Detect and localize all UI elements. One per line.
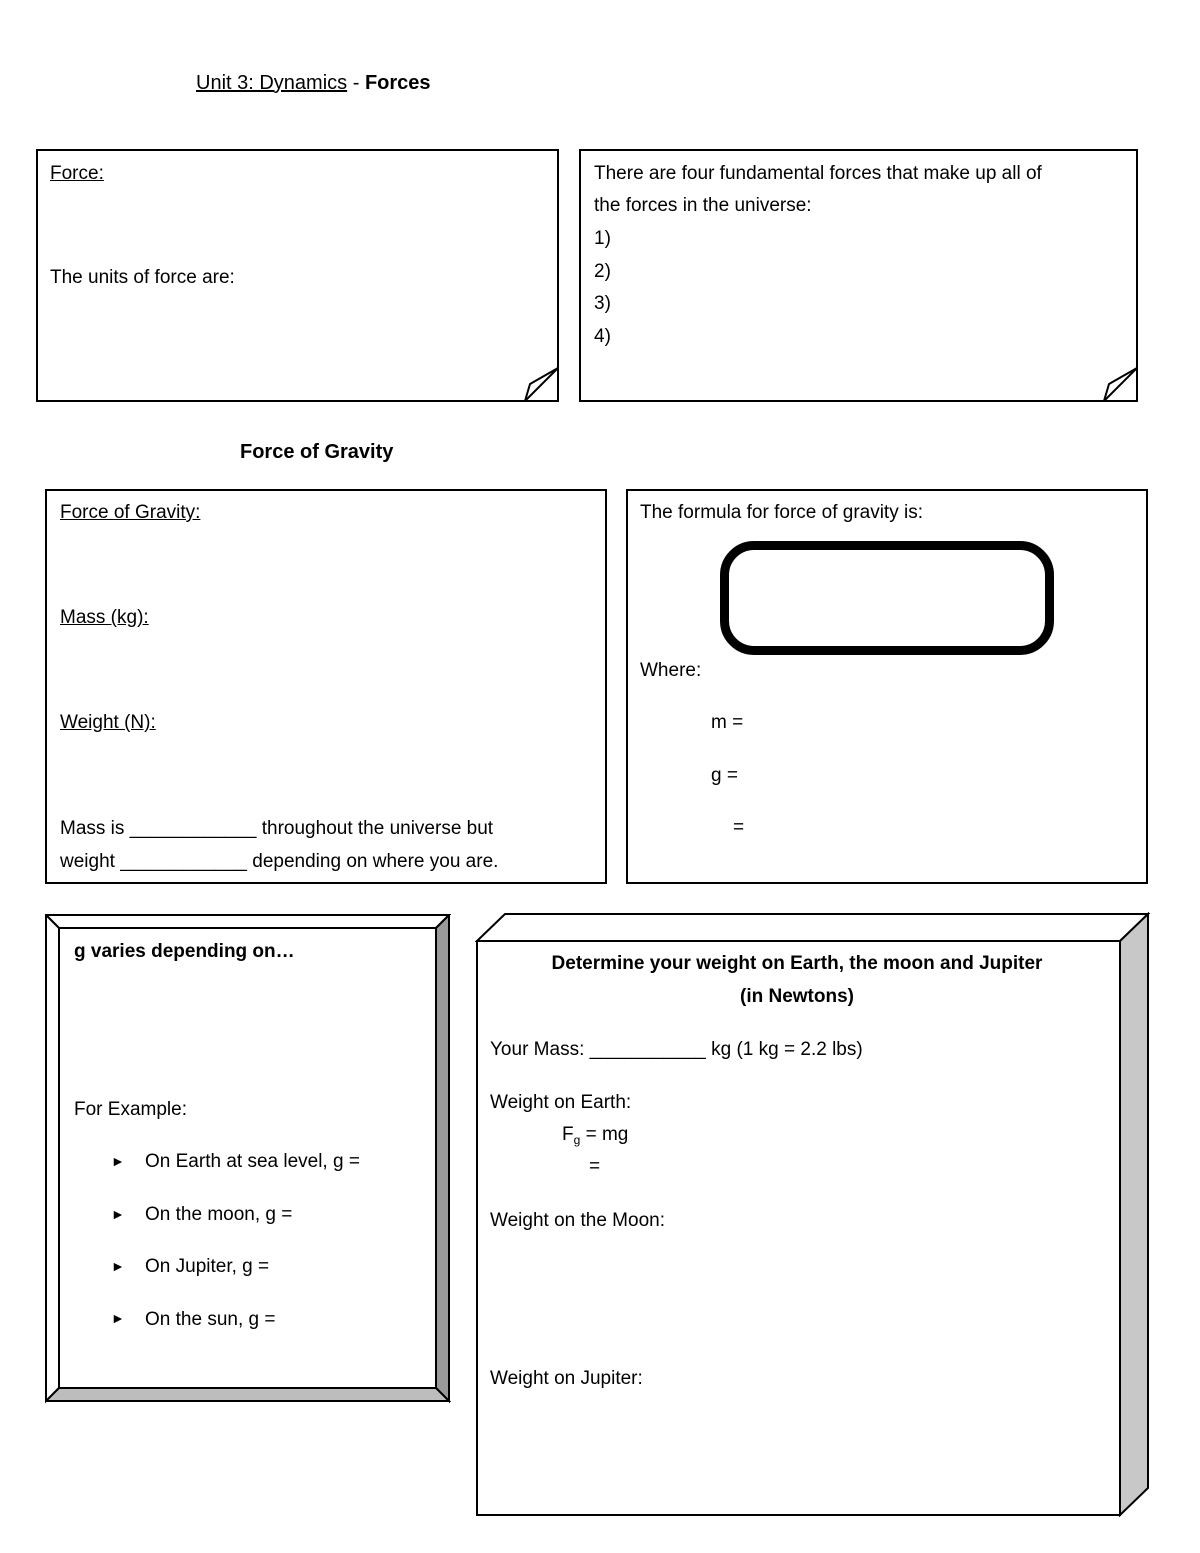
blank-definition: = [733,817,745,838]
fundamental-item-2: 2) [594,261,611,282]
weight-label: Weight (N): [60,712,156,733]
jupiter-weight-label: Weight on Jupiter: [490,1368,643,1389]
g-varies-heading: g varies depending on… [74,941,295,962]
formula-answer-frame [720,541,1054,655]
formula-subscript: g [573,1133,581,1147]
bullet-icon: ► [111,1153,125,1169]
mass-label: Mass (kg): [60,607,149,628]
unit-label: Unit 3: Dynamics [196,72,348,94]
page-curl-icon [524,366,560,403]
earth-weight-label: Weight on Earth: [490,1092,632,1113]
bullet-icon: ► [111,1206,125,1222]
force-heading: Force: [50,163,104,184]
bullet-icon: ► [111,1310,125,1326]
weight-heading-line2: (in Newtons) [740,986,854,1007]
fundamental-intro-line2: the forces in the universe: [594,195,812,216]
fundamental-intro-line1: There are four fundamental forces that make up all of [594,163,1042,184]
page-curl-icon [1103,366,1139,403]
weight-formula [562,1123,628,1147]
gravity-section-title: Force of Gravity [240,441,394,463]
example-label: For Example: [74,1099,187,1120]
fundamental-item-1: 1) [594,228,611,249]
g-definition: g = [711,765,738,786]
fundamental-item-3: 3) [594,293,611,314]
where-label: Where: [640,660,702,681]
example-jupiter: On Jupiter, g = [145,1256,270,1277]
formula-rest: = mg [580,1124,629,1145]
summary-line-2: weight ____________ depending on where you are. [60,851,499,872]
example-sun: On the sun, g = [145,1309,276,1330]
example-moon: On the moon, g = [145,1204,293,1225]
formula-prompt: The formula for force of gravity is: [640,502,923,523]
your-mass-line: Your Mass: ___________ kg (1 kg = 2.2 lbs) [490,1039,863,1060]
moon-weight-label: Weight on the Moon: [490,1210,665,1231]
m-definition: m = [711,712,744,733]
title-separator: - [347,72,365,94]
summary-line-1: Mass is ____________ throughout the universe but [60,818,494,839]
force-units-prompt: The units of force are: [50,267,235,288]
example-earth: On Earth at sea level, g = [145,1151,360,1172]
weight-heading-line1: Determine your weight on Earth, the moon and Jupiter [551,953,1043,974]
fundamental-item-4: 4) [594,326,611,347]
page-title [196,72,431,95]
topic-label: Forces [364,72,431,94]
formula-equals: = [589,1156,601,1177]
formula-f: F [562,1124,574,1145]
fundamental-forces-note [579,149,1138,402]
bullet-icon: ► [111,1258,125,1274]
gravity-label: Force of Gravity: [60,502,201,523]
